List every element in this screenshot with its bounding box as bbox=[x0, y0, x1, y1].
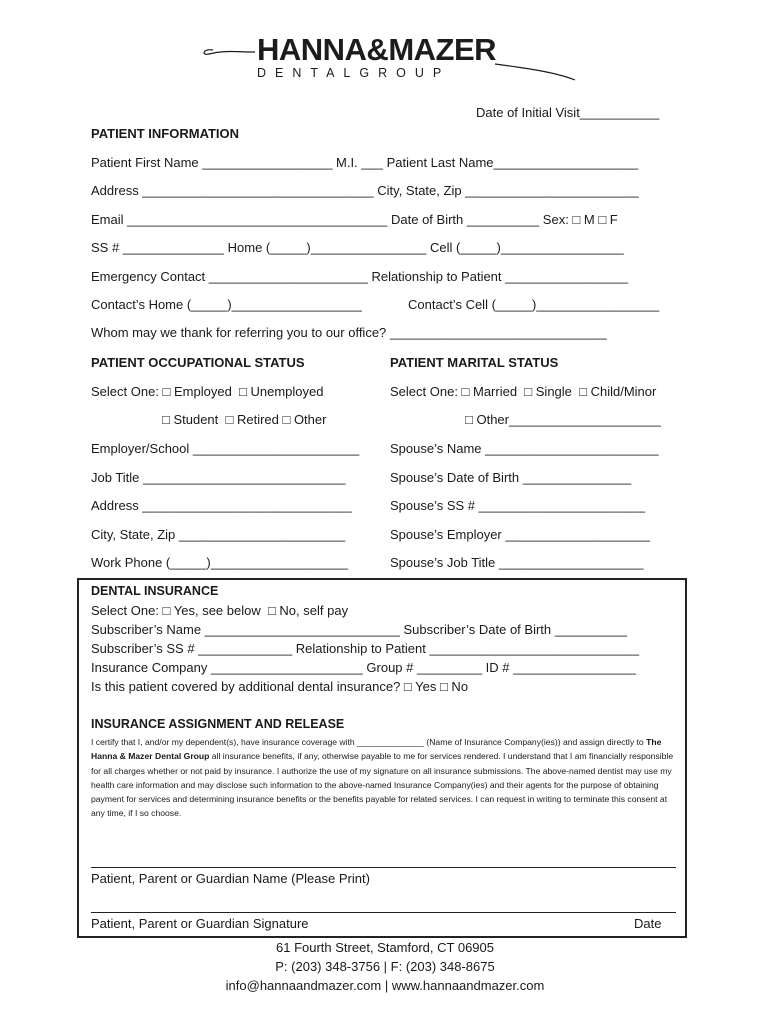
contact-cell-field: Contact’s Cell (_____)_________________ bbox=[408, 297, 660, 312]
address-row: Address ________________________________ City, State, Zip ________________________ bbox=[91, 183, 639, 198]
signature-line bbox=[91, 912, 676, 913]
spouse-employer-field: Spouse’s Employer ____________________ bbox=[390, 527, 650, 542]
spouse-name-field: Spouse’s Name ________________________ bbox=[390, 441, 659, 456]
work-address-field: Address _____________________________ bbox=[91, 498, 352, 513]
occupational-select-line1: Select One: □ Employed □ Unemployed bbox=[91, 384, 324, 399]
print-name-label: Patient, Parent or Guardian Name (Please Print) bbox=[91, 871, 370, 886]
marital-select-line1: Select One: □ Married □ Single □ Child/Minor bbox=[390, 384, 657, 399]
date-label: Date bbox=[634, 916, 662, 931]
patient-info-heading: PATIENT INFORMATION bbox=[91, 126, 240, 141]
job-title-field: Job Title ____________________________ bbox=[91, 470, 346, 485]
assignment-text-after: all insurance benefits, if any, otherwise payable to me for services rendered. I understand that I am financially responsible for all charges whether or not paid by insurance. I authorize the use of my signature on all insurance submissions. The above-named dentist may use my health care information and may disclose such information to the above-named Insurance Company(ies) and their agents for the purpose of obtaining payment for services and determining insurance benefits or the benefits payable for related services. I can request in writing to terminate this consent at any time, if I so choose. bbox=[91, 751, 674, 819]
patient-name-row: Patient First Name __________________ M.I. ___ Patient Last Name____________________ bbox=[91, 155, 639, 170]
assignment-text-before: I certify that I, and/or my dependent(s), have insurance coverage with ______________ (Name of Insurance Company(ies)) and assign directly to bbox=[91, 737, 647, 747]
contact-home-field: Contact’s Home (_____)__________________ bbox=[91, 297, 362, 312]
occupational-heading: PATIENT OCCUPATIONAL STATUS bbox=[91, 355, 305, 370]
assignment-text bbox=[91, 735, 681, 821]
work-city-field: City, State, Zip _______________________ bbox=[91, 527, 346, 542]
spouse-dob-field: Spouse’s Date of Birth _______________ bbox=[390, 470, 632, 485]
insurance-heading: DENTAL INSURANCE bbox=[91, 584, 219, 598]
logo-subtitle: DENTALGROUP bbox=[257, 66, 451, 80]
assignment-text-bold: The Hanna & Mazer Dental Group bbox=[91, 737, 662, 762]
subscriber-ss-row: Subscriber’s SS # _____________ Relationship to Patient _____________________________ bbox=[91, 641, 640, 656]
employer-field: Employer/School _______________________ bbox=[91, 441, 360, 456]
insurance-select: Select One: □ Yes, see below □ No, self pay bbox=[91, 603, 349, 618]
work-phone-field: Work Phone (_____)___________________ bbox=[91, 555, 349, 570]
occupational-select-line2: □ Student □ Retired □ Other bbox=[162, 412, 327, 427]
spouse-ss-field: Spouse’s SS # _______________________ bbox=[390, 498, 645, 513]
emergency-contact-row: Emergency Contact ______________________ Relationship to Patient _________________ bbox=[91, 269, 629, 284]
footer-phones: P: (203) 348-3756 | F: (203) 348-8675 bbox=[275, 959, 495, 974]
referral-row: Whom may we thank for referring you to our office? ______________________________ bbox=[91, 325, 607, 340]
logo-name: HANNA&MAZER bbox=[257, 32, 497, 67]
spouse-job-title-field: Spouse’s Job Title ____________________ bbox=[390, 555, 644, 570]
logo bbox=[195, 30, 585, 90]
footer-contact: info@hannaandmazer.com | www.hannaandmazer.com bbox=[225, 978, 545, 993]
phone-row: SS # ______________ Home (_____)________________ Cell (_____)_________________ bbox=[91, 240, 624, 255]
marital-select-line2: □ Other_____________________ bbox=[465, 412, 661, 427]
email-row: Email ____________________________________ Date of Birth __________ Sex: □ M □ F bbox=[91, 212, 618, 227]
signature-label: Patient, Parent or Guardian Signature bbox=[91, 916, 309, 931]
assignment-heading: INSURANCE ASSIGNMENT AND RELEASE bbox=[91, 717, 345, 731]
print-name-line bbox=[91, 867, 676, 868]
footer-address: 61 Fourth Street, Stamford, CT 06905 bbox=[276, 940, 494, 955]
insurance-company-row: Insurance Company _____________________ Group # _________ ID # _________________ bbox=[91, 660, 637, 675]
marital-heading: PATIENT MARITAL STATUS bbox=[390, 355, 559, 370]
additional-insurance-row: Is this patient covered by additional dental insurance? □ Yes □ No bbox=[91, 679, 469, 694]
date-initial-visit: Date of Initial Visit___________ bbox=[476, 105, 660, 120]
subscriber-name-row: Subscriber’s Name ___________________________ Subscriber’s Date of Birth __________ bbox=[91, 622, 628, 637]
